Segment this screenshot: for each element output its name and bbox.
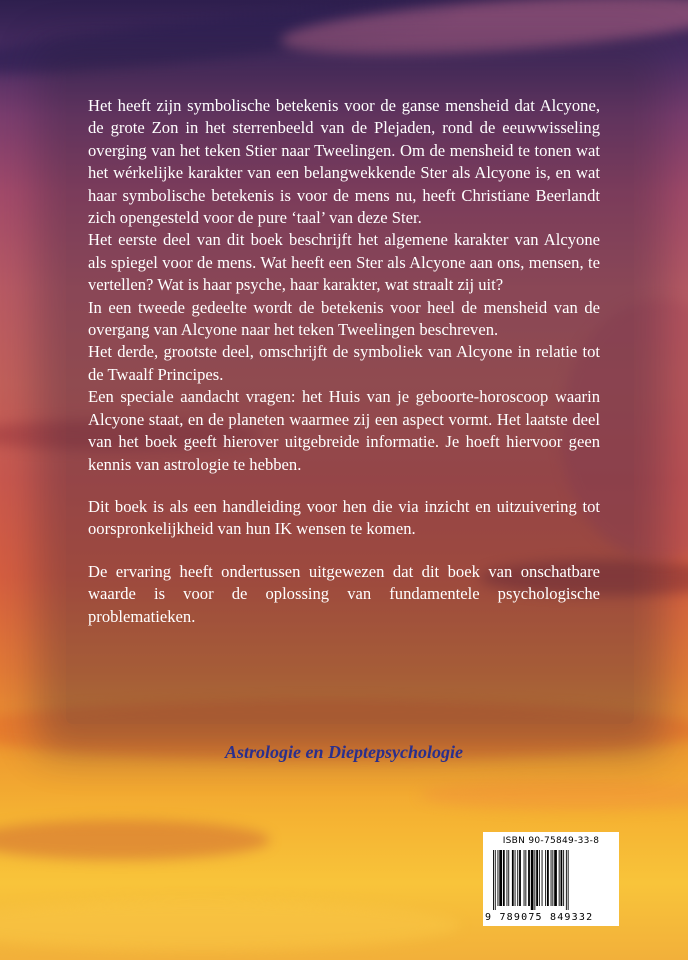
barcode-bar xyxy=(539,850,540,906)
barcode-bar xyxy=(524,850,525,906)
barcode-bar xyxy=(508,850,509,906)
barcode-bar xyxy=(512,850,514,906)
barcode-bar xyxy=(493,850,494,910)
barcode-bar xyxy=(566,850,567,910)
barcode-bar xyxy=(507,850,508,906)
barcode-bar xyxy=(528,850,530,906)
barcode-bar xyxy=(499,850,502,906)
series-title: Astrologie en Dieptepsychologie xyxy=(225,742,463,762)
barcode-bar xyxy=(568,850,569,910)
blurb-paragraph: De ervaring heeft ondertussen uitgewezen dat dit boek van onschatbare waarde is voor de oplossing van fundamentele psychologische problematieken. xyxy=(88,561,600,626)
barcode-bar xyxy=(503,850,505,906)
barcode-bar xyxy=(551,850,552,906)
isbn-label: ISBN 90-75849-33-8 xyxy=(502,836,600,846)
blurb-paragraph: Dit boek is als een handleiding voor hen die via inzicht en uitzuivering tot oorspronkelijkheid van hun IK wensen te komen. xyxy=(88,496,600,539)
barcode-bar xyxy=(536,850,538,906)
cloud-streak xyxy=(420,780,688,810)
barcode-bar xyxy=(563,850,564,906)
barcode-bar xyxy=(561,850,563,906)
barcode-box xyxy=(483,832,619,926)
barcode-bar xyxy=(519,850,521,906)
cloud-streak xyxy=(0,820,270,860)
barcode-bar xyxy=(517,850,518,906)
barcode-bar xyxy=(498,850,499,906)
barcode-icon xyxy=(493,850,613,910)
barcode-bar xyxy=(552,850,553,906)
barcode-bar xyxy=(531,850,534,910)
barcode-bar xyxy=(525,850,526,906)
blurb-paragraph: Het eerste deel van dit boek beschrijft het algemene karakter van Alcyone als spiegel voor de mens. Wat heeft een Ster als Alcyone aan ons, mensen, te vertellen? Wat is haar psyche, haar karakter, wat straalt zij uit? xyxy=(88,230,600,295)
blurb-text xyxy=(88,95,600,628)
blurb-paragraph: Een speciale aandacht vragen: het Huis van je geboorte-horoscoop waarin Alcyone staat, en de planeten waarmee zij een aspect vormt. Het laatste deel van het boek geeft hierover uitgebreide informatie. Je hoeft hiervoor geen kennis van astrologie te hebben. xyxy=(88,387,600,474)
barcode-bar xyxy=(545,850,546,906)
barcode-bar xyxy=(559,850,560,906)
barcode-bar xyxy=(534,850,535,910)
blurb-paragraph: Het derde, grootste deel, omschrijft de symboliek van Alcyone in relatie tot de Twaalf Principes. xyxy=(88,342,600,384)
barcode-bar xyxy=(542,850,543,906)
barcode-bar xyxy=(495,850,496,910)
barcode-bar xyxy=(554,850,557,906)
cloud-streak xyxy=(0,900,460,950)
blurb-paragraph: In een tweede gedeelte wordt de betekenis voor heel de mensheid van de overgang van Alcyone naar het teken Tweelingen beschreven. xyxy=(88,297,600,340)
barcode-number: 9 789075 849332 xyxy=(485,912,594,923)
blurb-paragraph: Het heeft zijn symbolische betekenis voor de ganse mensheid dat Alcyone, de grote Zon in het sterrenbeeld van de Plejaden, rond de eeuwwisseling overging van het teken Stier naar Tweelingen. Om de mensheid te tonen wat het wérkelijke karakter van een belangwekkende Ster als Alcyone is, en wat haar symbolische betekenis is voor de mens nu, heeft Christiane Beerlandt zich opengesteld voor de pure ‘taal’ van deze Ster. xyxy=(88,96,600,228)
barcode-bar xyxy=(547,850,549,906)
barcode-bar xyxy=(515,850,516,906)
